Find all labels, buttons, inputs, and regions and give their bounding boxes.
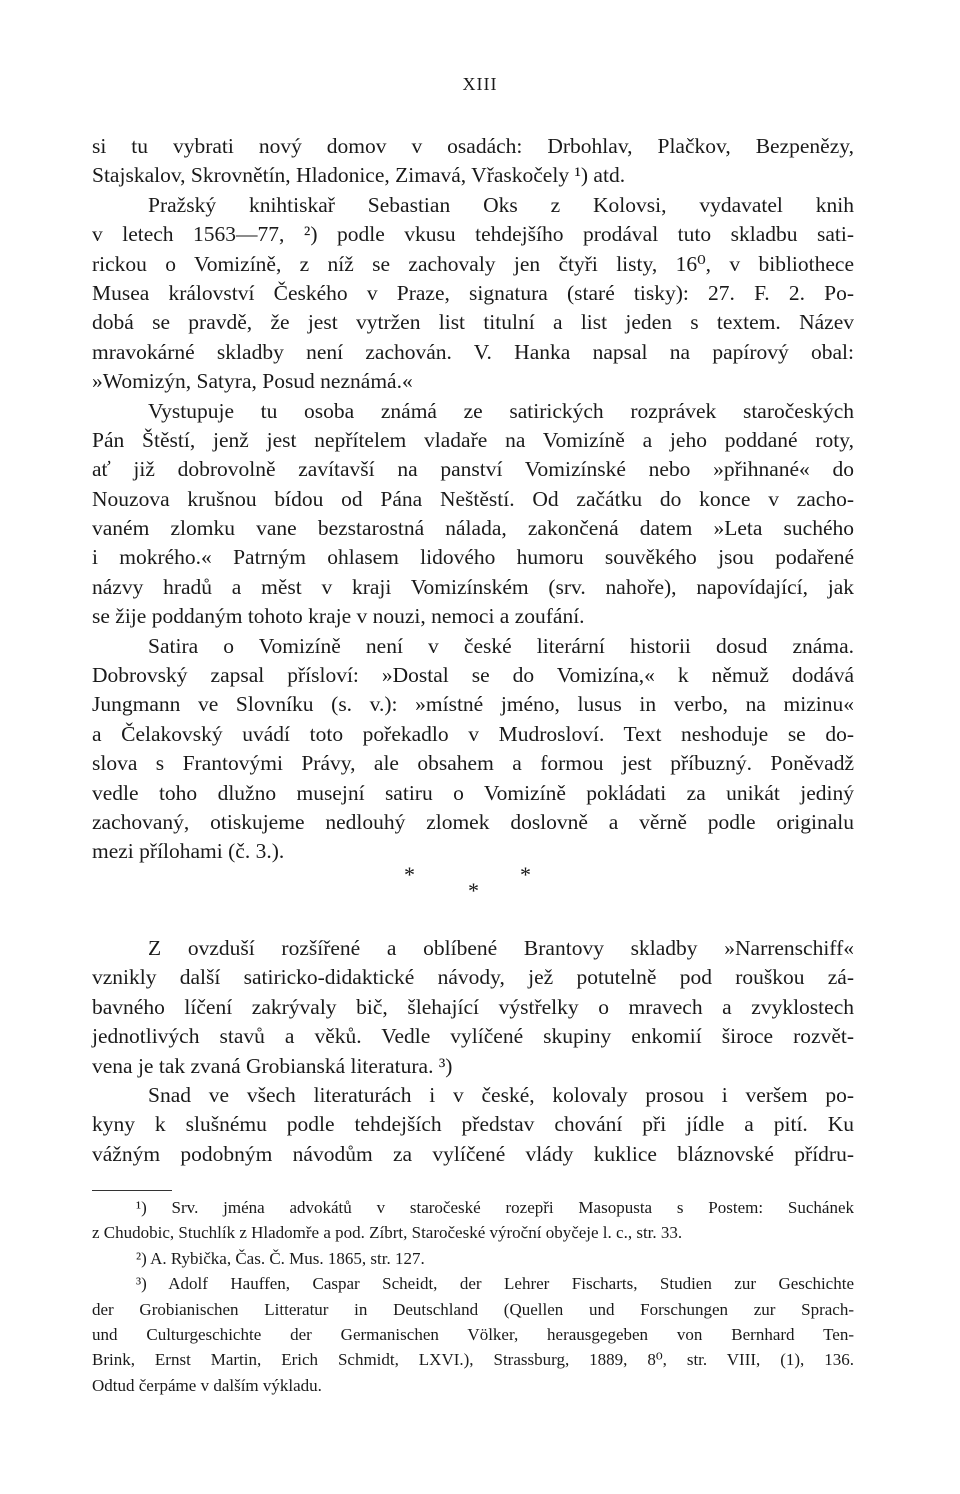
text-line: vena je tak zvaná Grobianská literatura. ³) (92, 1053, 453, 1078)
footnote-line: Brink, Ernst Martin, Erich Schmidt, LXVI.), Strassburg, 1889, 8⁰, str. VIII, (1), 136. (92, 1350, 854, 1370)
asterisk: * (520, 862, 531, 887)
text-line: Vystupuje tu osoba známá ze satirických rozprávek staročeských (148, 398, 854, 423)
asterisk: * (404, 862, 415, 887)
text-line: zachovaný, otiskujeme nedlouhý zlomek doslovně a věrně podle originalu (92, 809, 854, 834)
text-line: a Čelakovský uvádí toto pořekadlo v Mudrosloví. Text neshoduje se do- (92, 721, 854, 746)
text-line: Stajskalov, Skrovnětín, Hladonice, Zimavá, Vřaskočely ¹) atd. (92, 163, 626, 188)
footnote-line: z Chudobic, Stuchlík z Hladomře a pod. Zíbrt, Staročeské výroční obyčeje l. c., str. 33. (92, 1223, 683, 1243)
footnotes (92, 1195, 854, 1398)
text-line: Musea království Českého v Praze, signatura (staré tisky): 27. F. 2. Po- (92, 280, 854, 305)
main-text-continued (92, 934, 854, 1169)
text-line: Jungmann ve Slovníku (s. v.): »místné jméno, lusus in verbo, na mizinu« (92, 692, 854, 717)
text-line: ať již dobrovolně zavítavší na panství Vomizínské nebo »přihnané« do (92, 457, 854, 482)
text-line: vedle toho dlužno musejní satiru o Vomizíně pokládati za unikát jediný (92, 780, 854, 805)
text-line: Satira o Vomizíně není v české literární historii dosud známa. (148, 633, 854, 658)
footnote-line: und Culturgeschichte der Germanischen Völker, herausgegeben von Bernhard Ten- (92, 1324, 854, 1344)
text-line: si tu vybrati nový domov v osadách: Drbohlav, Plačkov, Bezpenězy, (92, 134, 854, 158)
text-line: mravokárné skladby není zachován. V. Hanka napsal na papírový obal: (92, 339, 854, 364)
section-divider (0, 862, 960, 902)
text-line: Pražský knihtiskař Sebastian Oks z Kolovsi, vydavatel knih (148, 192, 854, 217)
text-line: dobá se pravdě, že jest vytržen list titulní a list jeden s textem. Název (92, 310, 854, 335)
text-line: vaném zlomku vane bezstarostná nálada, zakončená datem »Leta suchého (92, 516, 854, 541)
text-line: jednotlivých stavů a věků. Vedle vylíčené skupiny enkomií široce rozvět- (92, 1024, 854, 1049)
text-line: »Womizýn, Satyra, Posud neznámá.« (92, 369, 413, 394)
text-line: se žije poddaným tohoto kraje v nouzi, nemoci a zoufání. (92, 604, 585, 629)
text-line: Pán Štěstí, jenž jest nepřítelem vladaře na Vomizíně a jeho poddané roty, (92, 427, 854, 452)
text-line: mezi přílohami (č. 3.). (92, 839, 285, 864)
footnote-line: Odtud čerpáme v dalším výkladu. (92, 1375, 322, 1395)
text-line: Dobrovský zapsal přísloví: »Dostal se do Vomizína,« k němuž dodává (92, 663, 854, 688)
footnote-line: der Grobianischen Litteratur in Deutschland (Quellen und Forschungen zur Sprach- (92, 1299, 854, 1319)
text-line: Nouzova krušnou bídou od Pána Neštěstí. Od začátku do konce v zacho- (92, 486, 854, 511)
text-line: slova s Frantovými Právy, ale obsahem a formou jest příbuzný. Poněvadž (92, 751, 854, 776)
footnote-line: ³) Adolf Hauffen, Caspar Scheidt, der Lehrer Fischarts, Studien zur Geschichte (136, 1274, 854, 1294)
text-line: rickou o Vomizíně, z níž se zachovaly jen čtyři listy, 16⁰, v bibliothece (92, 251, 854, 276)
text-line: Z ovzduší rozšířené a oblíbené Brantovy skladby »Narrenschiff« (148, 936, 854, 960)
text-line: vážným podobným návodům za vylíčené vlády kuklice bláznovské přídru- (92, 1141, 854, 1166)
text-line: vznikly další satiricko-didaktické návody, jež potutelně pod rouškou zá- (92, 965, 854, 990)
text-line: i mokrého.« Patrným ohlasem lidového humoru souvěkého jsou podařené (92, 545, 854, 570)
footnote-line: ¹) Srv. jména advokátů v staročeské rozepři Masopusta s Postem: Suchánek (136, 1198, 854, 1217)
text-line: názvy hradů a měst v kraji Vomizínském (srv. nahoře), napovídající, jak (92, 574, 854, 599)
text-line: Snad ve všech literaturách i v české, kolovaly prosou i veršem po- (148, 1082, 854, 1107)
text-line: kyny k slušnému podle tehdejších představ chování při jídle a pití. Ku (92, 1112, 854, 1137)
text-line: v letech 1563—77, ²) podle vkusu tehdejšího prodával tuto skladbu sati- (92, 222, 854, 247)
footnote-rule (92, 1190, 172, 1191)
text-line: bavného líčení zakrývaly bič, šlehající výstřelky o mravech a zvyklostech (92, 994, 854, 1019)
page-number: XIII (462, 74, 498, 94)
main-text (92, 132, 854, 867)
asterisk: * (468, 878, 479, 903)
footnote-line: ²) A. Rybička, Čas. Č. Mus. 1865, str. 127. (136, 1248, 425, 1268)
